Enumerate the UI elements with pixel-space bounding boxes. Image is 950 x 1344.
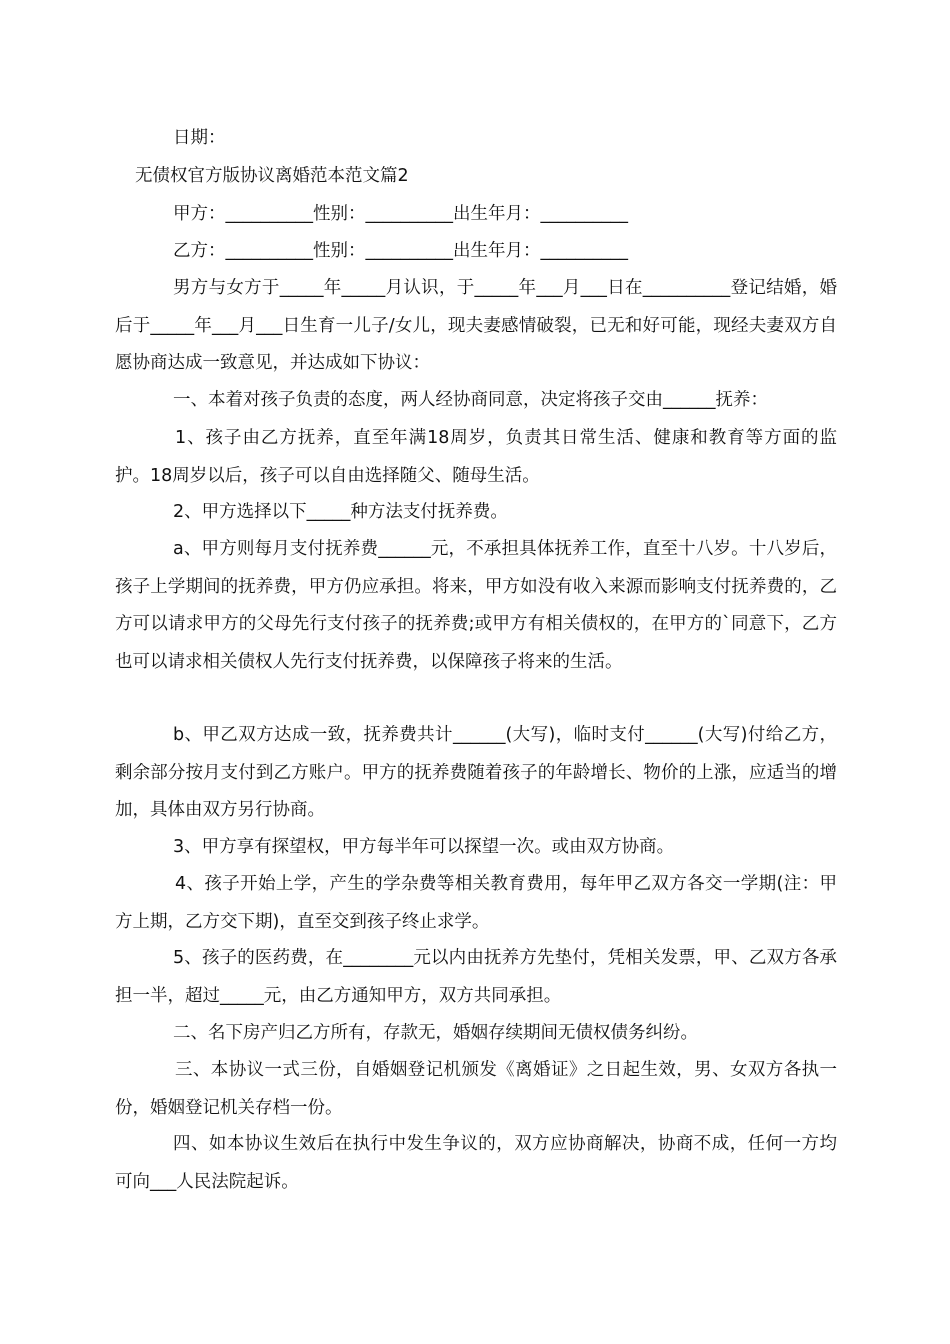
paragraph-item-3: 3、甲方享有探望权，甲方每半年可以探望一次。或由双方协商。 [173,837,675,857]
paragraph-intro: 男方与女方于_____年_____月认识，于_____年___月___日在__________登记结婚，婚后于_____年___月___日生育一儿子/女儿，现夫妻感情破裂，已无和好可能，现经夫妻双方自愿协商达成一致意见，并达成如下协议： [115,278,837,373]
paragraph-item-5: 5、孩子的医药费，在________元以内由抚养方先垫付，凭相关发票，甲、乙双方各承担一半，超过_____元，由乙方通知甲方，双方共同承担。 [115,948,837,1006]
paragraph-item-4: 4、孩子开始上学，产生的学杂费等相关教育费用，每年甲乙双方各交一学期(注：甲方上期，乙方交下期)，直至交到孩子终止求学。 [115,874,837,932]
party-a-info: 甲方：__________性别：__________出生年月：__________ [173,204,628,224]
paragraph-copies: 三、本协议一式三份，自婚姻登记机颁发《离婚证》之日起生效，男、女双方各执一份，婚姻登记机关存档一份。 [115,1060,837,1118]
paragraph-property: 二、名下房产归乙方所有，存款无，婚姻存续期间无债权债务纠纷。 [173,1023,698,1043]
paragraph-dispute: 四、如本协议生效后在执行中发生争议的，双方应协商解决，协商不成，任何一方均可向___人民法院起诉。 [115,1134,837,1192]
paragraph-item-b: b、甲乙双方达成一致，抚养费共计______(大写)，临时支付______(大写)付给乙方，剩余部分按月支付到乙方账户。甲方的抚养费随着孩子的年龄增长、物价的上涨，应适当的增加，具体由双方另行协商。 [115,725,837,820]
date-label: 日期： [173,128,226,148]
document-title: 无债权官方版协议离婚范本范文篇2 [135,166,409,186]
paragraph-custody: 一、本着对孩子负责的态度，两人经协商同意，决定将孩子交由______抚养： [173,390,768,410]
party-b-info: 乙方：__________性别：__________出生年月：__________ [173,241,628,261]
paragraph-item-2: 2、甲方选择以下_____种方法支付抚养费。 [173,502,508,522]
paragraph-item-1: 1、孩子由乙方抚养，直至年满18周岁，负责其日常生活、健康和教育等方面的监护。18周岁以后，孩子可以自由选择随父、随母生活。 [115,428,837,486]
paragraph-item-a: a、甲方则每月支付抚养费______元，不承担具体抚养工作，直至十八岁。十八岁后，孩子上学期间的抚养费，甲方仍应承担。将来，甲方如没有收入来源而影响支付抚养费的，乙方可以请求甲方的父母先行支付孩子的抚养费;或甲方有相关债权的，在甲方的`同意下，乙方也可以请求相关债权人先行支付抚养费，以保障孩子将来的生活。 [115,539,837,672]
